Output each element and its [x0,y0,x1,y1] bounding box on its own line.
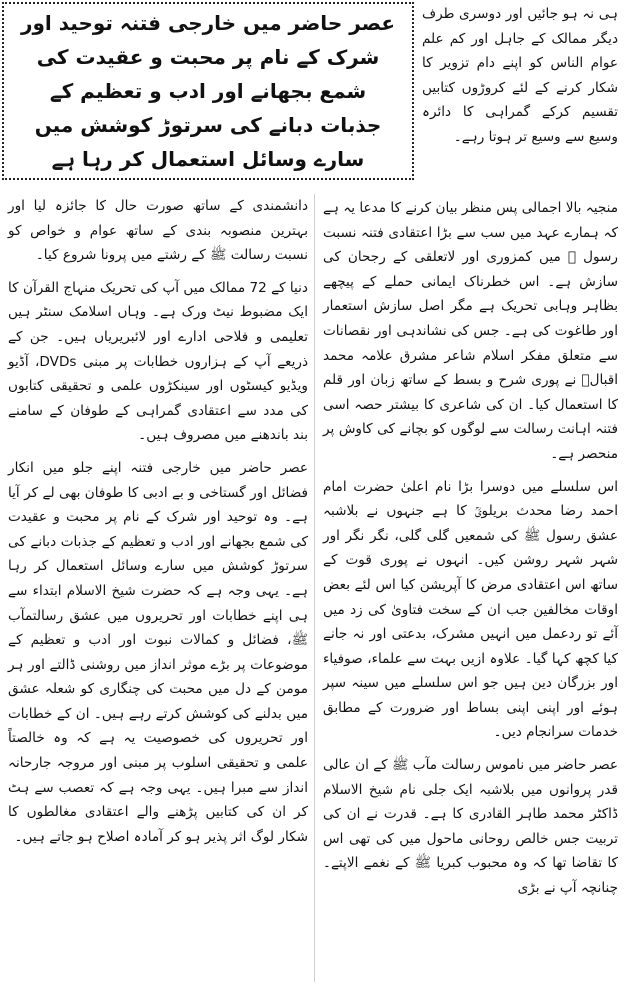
pull-quote-box [2,2,414,180]
right-top-paragraph: ہی نہ ہو جائیں اور دوسری طرف دیگر ممالک کے جاہل اور کم علم عوام الناس کو اپنے دام تزویر کا شکار کرنے کے لئے کروڑوں کتابیں تقسیم کرکے گمراہی کا دائرہ وسیع سے وسیع تر ہوتا رہے۔ [422,6,618,145]
right-column-top [422,2,618,150]
right-paragraph-2: اس سلسلے میں دوسرا بڑا نام اعلیٰ حضرت امام احمد رضا محدث بریلویؒ کا ہے جنہوں نے بلاشبہ عشق رسول ﷺ کی شمعیں گلی گلی، نگر نگر اور شہر شہر روشن کیں۔ انہوں نے پوری قوت کے ساتھ اس اعتقادی مرض کا آپریشن کیا اس لئے بعض اوقات مخالفین جب ان کے سخت فتاویٰ کی زد میں آئے تو ردعمل میں انہیں مشرک، بدعتی اور نہ جانے کیا کچھ کہا گیا۔ علاوہ ازیں بہت سے علماء، صوفیاء اور بزرگان دین ہیں جو اس سلسلے میں سینہ سپر ہوئے اور اپنی اپنی بساط اور ضرورت کے مطابق خدمات سرانجام دیں۔ [323,478,618,741]
column-divider [314,194,315,982]
pull-quote-text: عصر حاضر میں خارجی فتنہ توحید اور شرک کے نام پر محبت و عقیدت کی شمع بجھانے اور ادب و تعظیم کے جذبات دبانے کی سرتوڑ کوشش میں سارے وسائل استعمال کر رہا ہے [20,11,396,171]
right-paragraph-1: منجیہ بالا اجمالی پس منظر بیان کرنے کا مدعا یہ ہے کہ ہمارے عہد میں سب سے بڑا اعتقادی فتنہ نسبت رسول ﷺ میں کمزوری اور لاتعلقی کے رجحان کی سازش ہے۔ اس خطرناک ایمانی حملے کے پیچھے بظاہر وہابی تحریک ہے مگر اصل سازش استعمار اور طاغوت کی ہے۔ جس کی نشاندہی اور نقصانات سے متعلق مفکر اسلام شاعر مشرق علامہ محمد اقبالؒ نے پوری شرح و بسط کے ساتھ زبان اور قلم کا استعمال کیا۔ ان کی شاعری کا بیشتر حصہ اسی فتنہ اہانت رسالت سے لوگوں کو بچانے کی کاوش پر منحصر ہے۔ [323,200,618,462]
left-paragraph-2: دنیا کے 72 ممالک میں آپ کی تحریک منہاج القرآن کا ایک مضبوط نیٹ ورک ہے۔ وہاں اسلامک سنٹر ہیں تعلیمی و فلاحی ادارے اور لائبریریاں ہیں۔ جن کے ذریعے آپ کے ہزاروں خطابات پر مبنی DVDs، آڈیو ویڈیو کیسٹوں اور سینکڑوں علمی و تحقیقی کتابوں کی مدد سے اعتقادی گمراہی کے طوفان کے سامنے بند باندھنے میں مصروف ہیں۔ [8,279,308,444]
right-column [323,196,618,901]
right-paragraph-3: عصر حاضر میں ناموس رسالت مآب ﷺ کے ان عالی قدر پروانوں میں بلاشبہ ایک جلی نام شیخ الاسلام ڈاکٹر محمد طاہر القادری کا ہے۔ قدرت نے ان کی تربیت جس خالص روحانی ماحول میں کی تھی اس کا تقاضا تھا کہ وہ محبوب کبریا ﷺ کے نغمے الاپتے۔ چنانچہ آپ نے بڑی [323,757,618,897]
left-column [8,194,308,849]
left-paragraph-3: عصر حاضر میں خارجی فتنہ اپنے جلو میں انکار فضائل اور گستاخی و بے ادبی کا طوفان بھی لے کر آیا ہے۔ وہ توحید اور شرک کے نام پر محبت و عقیدت کی شمع بجھانے اور ادب و تعظیم کے جذبات دبانے کی سرتوڑ کوشش میں سارے وسائل استعمال کر رہا ہے۔ یہی وجہ ہے کہ حضرت شیخ الاسلام ابتداء سے ہی اپنے خطابات اور تحریروں میں عشق رسالتمآب ﷺ، فضائل و کمالات نبوت اور ادب و تعظیم کے موضوعات پر بڑے موثر انداز میں روشنی ڈالتے اور ہر مومن کے دل میں محبت کی چنگاری کو شعلہ عشق میں بدلنے کی کوشش کرتے رہے ہیں۔ ان کے خطابات اور تحریروں کی خصوصیت یہ ہے کہ وہ خالصتاً علمی و تحقیقی اسلوب پر مبنی اور مروجہ جارحانہ انداز سے مبرا ہیں۔ یہی وجہ ہے کہ تعصب سے ہٹ کر ان کی کتابیں پڑھنے والے اعتقادی مغالطوں کا شکار لوگ اثر پذیر ہو کر آمادہ اصلاح ہو جاتے ہیں۔ [8,459,308,845]
left-paragraph-1: دانشمندی کے ساتھ صورت حال کا جائزہ لیا اور بہترین منصوبہ بندی کے ساتھ عوام و خواص کو نسبت رسالت ﷺ کے رشتے میں پرونا شروع کیا۔ [8,198,308,264]
